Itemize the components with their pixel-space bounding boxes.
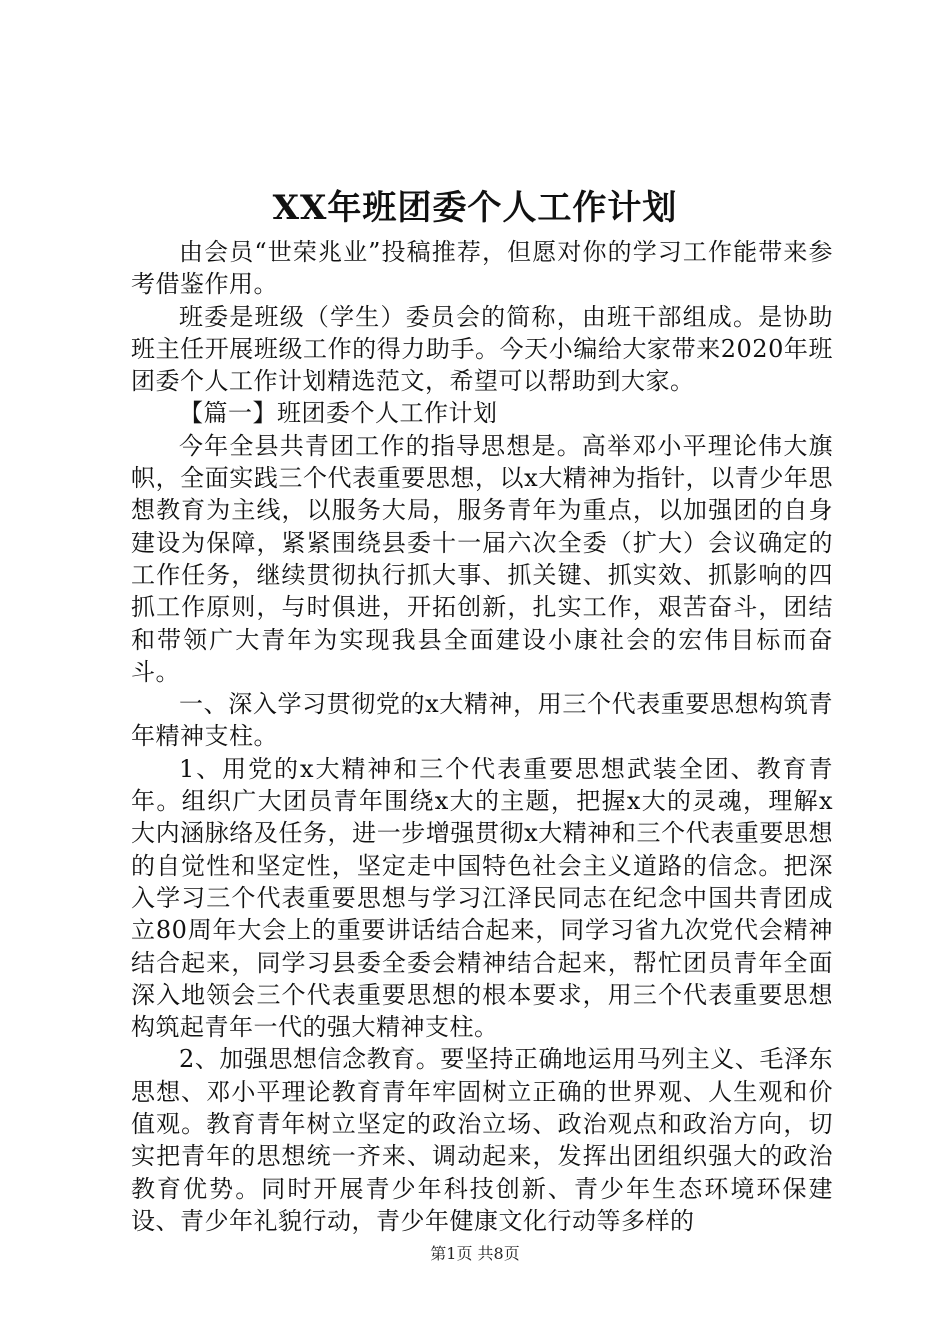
document-title: XX年班团委个人工作计划 bbox=[272, 188, 678, 228]
section-heading: 【篇一】班团委个人工作计划 bbox=[179, 399, 498, 428]
paragraph-intro: 由会员“世荣兆业”投稿推荐，但愿对你的学习工作能带来参考借鉴作用。 bbox=[131, 238, 833, 299]
paragraph-definition: 班委是班级（学生）委员会的简称，由班干部组成。是协助班主任开展班级工作的得力助手。今天小编给大家带来2020年班团委个人工作计划精选范文，希望可以帮助到大家。 bbox=[131, 302, 833, 396]
document-body bbox=[131, 236, 833, 1237]
paragraph-subitem-2: 2、加强思想信念教育。要坚持正确地运用马列主义、毛泽东思想、邓小平理论教育青年牢固树立正确的世界观、人生观和价值观。教育青年树立坚定的政治立场、政治观点和政治方向，切实把青年的思想统一齐来、调动起来，发挥出团组织强大的政治教育优势。同时开展青少年科技创新、青少年生态环境环保建设、青少年礼貌行动，青少年健康文化行动等多样的 bbox=[131, 1045, 833, 1235]
page-footer: 第1页 共8页 bbox=[430, 1244, 520, 1263]
paragraph-subitem-1: 1、用党的x大精神和三个代表重要思想武装全团、教育青年。组织广大团员青年围绕x大的主题，把握x大的灵魂，理解x大内涵脉络及任务，进一步增强贯彻x大精神和三个代表重要思想的自觉性和坚定性，坚定走中国特色社会主义道路的信念。把深入学习三个代表重要思想与学习江泽民同志在纪念中国共青团成立80周年大会上的重要讲话结合起来，同学习省九次党代会精神结合起来，同学习县委全委会精神结合起来，帮忙团员青年全面深入地领会三个代表重要思想的根本要求，用三个代表重要思想构筑起青年一代的强大精神支柱。 bbox=[131, 754, 833, 1042]
paragraph-item-one: 一、深入学习贯彻党的x大精神，用三个代表重要思想构筑青年精神支柱。 bbox=[131, 690, 833, 751]
paragraph-guiding-thought: 今年全县共青团工作的指导思想是。高举邓小平理论伟大旗帜，全面实践三个代表重要思想，以x大精神为指针，以青少年思想教育为主线，以服务大局，服务青年为重点，以加强团的自身建设为保障，紧紧围绕县委十一届六次全委（扩大）会议确定的工作任务，继续贯彻执行抓大事、抓关键、抓实效、抓影响的四抓工作原则，与时俱进，开拓创新，扎实工作，艰苦奋斗，团结和带领广大青年为实现我县全面建设小康社会的宏伟目标而奋斗。 bbox=[131, 431, 833, 686]
